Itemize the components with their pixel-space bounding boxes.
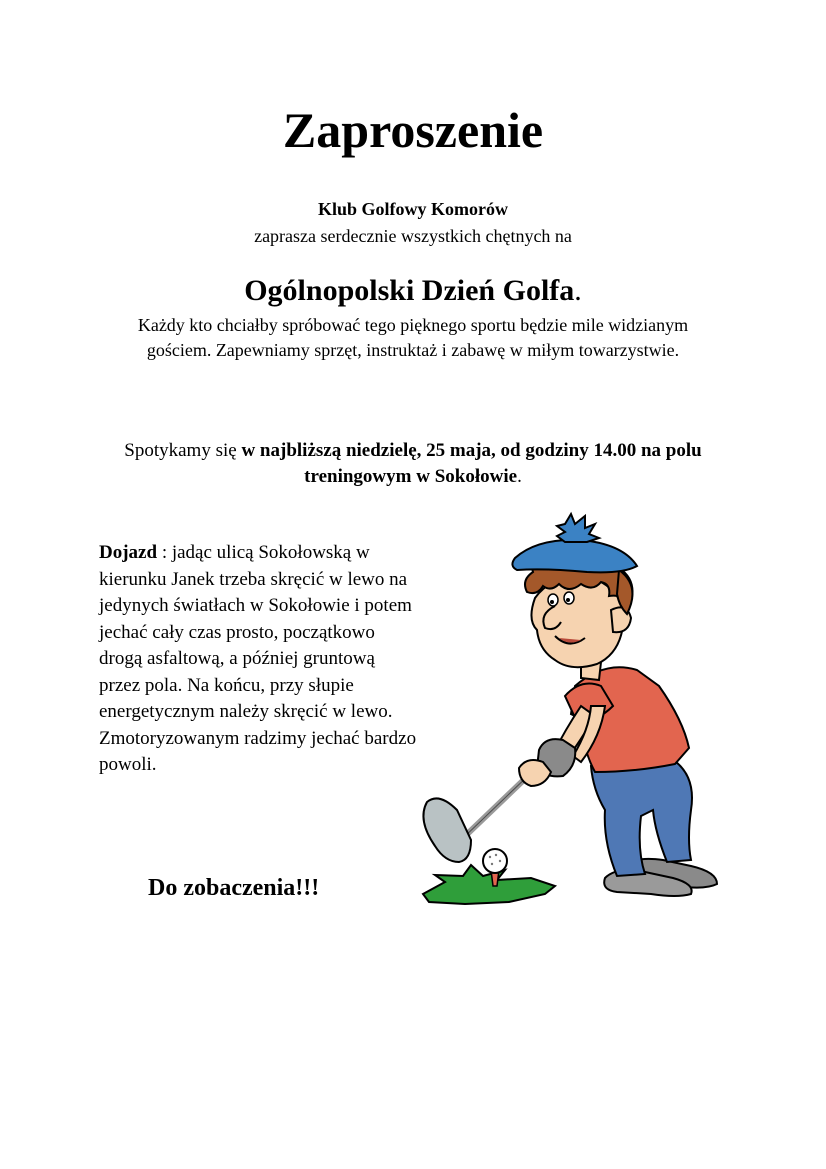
meeting-suffix: .: [517, 466, 522, 487]
meeting-prefix: Spotykamy się: [124, 440, 242, 461]
golf-club-icon: [423, 798, 471, 862]
invite-line: zaprasza serdecznie wszystkich chętnych na: [254, 226, 572, 246]
event-name-text: Ogólnopolski Dzień Golfa: [244, 274, 575, 307]
directions-paragraph: [99, 540, 419, 779]
directions-text: : jadąc ulicą Sokołowską w kierunku Janek trzeba skręcić w lewo na jedynych światłach w Sokołowie i potem jechać cały czas prosto, początkowo drogą asfaltową, a później gruntową przez pola. Na końcu, przy słupie energetycznym należy skręcić w lewo. Zmotoryzowanym radzimy jechać bardzo powoli.: [99, 542, 417, 775]
farewell-text: Do zobaczenia!!!: [148, 875, 320, 901]
event-name: [0, 272, 826, 310]
meeting-details: w najbliższą niedzielę, 25 maja, od godziny 14.00 na polu treningowym w Sokołowie: [241, 440, 702, 487]
pompom-icon: [557, 514, 599, 542]
page-title: Zaproszenie: [282, 102, 544, 158]
directions-label: Dojazd: [99, 542, 158, 563]
event-name-suffix: .: [574, 274, 582, 307]
club-name: Klub Golfowy Komorów: [317, 199, 508, 219]
pants-icon: [591, 756, 692, 876]
event-description: Każdy kto chciałby spróbować tego pięknego sportu będzie mile widzianym gościem. Zapewniamy sprzęt, instruktaż i zabawę w miłym towarzystwie.: [137, 315, 689, 360]
cap-icon: [512, 540, 637, 573]
golfer-illustration: [405, 510, 725, 910]
golf-ball-icon: [483, 849, 507, 873]
meeting-info: [100, 438, 726, 490]
